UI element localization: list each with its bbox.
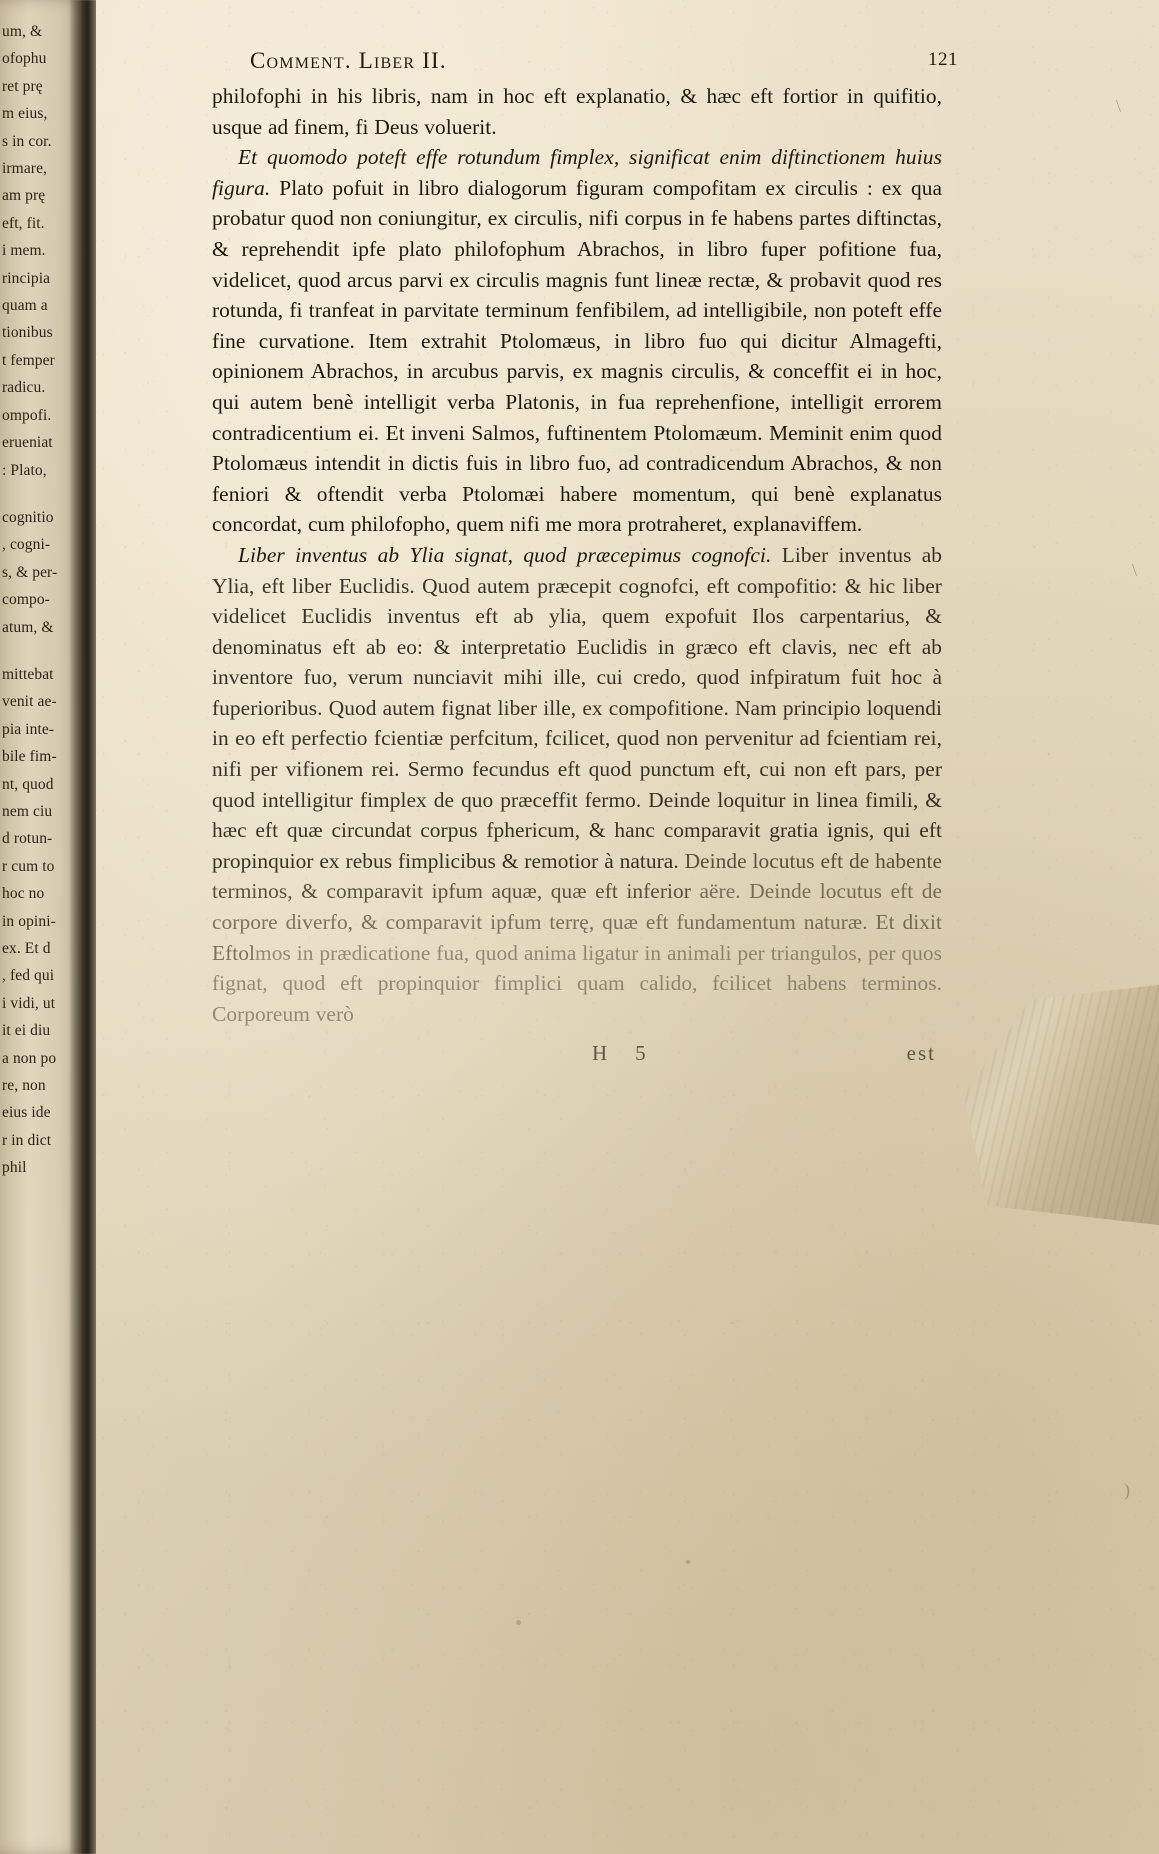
left-fragment-line: r cum to (2, 857, 55, 875)
left-fragment-line: cognitio (2, 508, 54, 526)
left-fragment-line: a non po (2, 1049, 57, 1067)
left-fragment-line: phil (2, 1159, 27, 1177)
body-run (212, 543, 942, 1026)
page-textblock (212, 48, 958, 1066)
paragraph-3 (212, 540, 942, 1030)
running-head (212, 48, 958, 74)
paragraph-2 (212, 142, 942, 540)
torn-corner-flap (964, 985, 1159, 1225)
body-run: Plato pofuit in libro dialogorum figuram compofitam ex circulis : ex qua probatur quod non coniungitur, ex circulis, nifi corpus in fe habens partes diftinctas, & reprehendit ipfe plato philofophum Abrachos, in libro fuper pofitione fua, videlicet, quod arcus parvi ex circulis magnis funt lineæ rectæ, & probavit quod res rotunda, fi tranfeat in parvitate terminum fenfibilem, ad intelligibile, non poteft effe fine curvatione. Item extrahit Ptolomæus, in libro fuo qui dicitur Almagefti, opinionem Abrachos, in arcubus parvis, ex magnis circulis, & conceffit ei in hoc, qui autem benè intelligit verba Platonis, in fua reprehenfione, intelligit errorem contradicentium ei. Et inveni Salmos, fuftinentem Ptolomæum. Meminit enim quod Ptolomæus intendit in dictis fuis in libro fuo, ad contradicendum Abrachos, & non feniori & oftendit verba Ptolomæi habere momentum, qui benè explanatus concordat, cum philofopho, quem nifi me mora protraheret, explanaviffem. (212, 175, 942, 537)
left-fragment-line: re, non (2, 1077, 46, 1095)
left-fragment-line: mittebat (2, 665, 54, 683)
stray-mark-3: ) (1124, 1480, 1130, 1500)
left-fragment-line: m eius, (2, 105, 48, 123)
stray-mark-1: \ (1116, 96, 1122, 116)
left-fragment-line: atum, & (2, 618, 54, 636)
left-fragment-line: r in dict (2, 1131, 52, 1149)
left-fragment-line: rincipia (2, 269, 51, 287)
left-fragment-line: ex. Et d (2, 940, 51, 957)
left-fragment-line: it ei diu (2, 1022, 51, 1040)
left-fragment-line: nem ciu (2, 802, 53, 820)
left-fragment-line: um, & (2, 23, 43, 40)
left-page-text (0, 18, 76, 1182)
left-fragment-line: am prę (2, 187, 46, 205)
left-fragment-line: , cogni- (2, 536, 51, 554)
signature-number: 5 (635, 1041, 648, 1066)
left-fragment-line (2, 484, 76, 504)
left-fragment-line: hoc no (2, 885, 45, 903)
left-fragment-line: s, & per- (2, 563, 58, 581)
left-fragment-line: eius ide (2, 1104, 51, 1122)
left-fragment-line: radicu. (2, 379, 46, 397)
section-heading-italic: Liber inventus ab Ylia signat, quod præcepimus cognofci. (238, 542, 772, 567)
faded-text-run: Deinde locutus eft de habente terminos, & comparavit ipfum aquæ, quæ eft inferior (212, 848, 942, 904)
left-fragment-line: i vidi, ut (2, 994, 56, 1012)
left-fragment-line: d rotun- (2, 830, 53, 848)
left-fragment-line: compo- (2, 591, 50, 609)
left-fragment-line: irmare, (2, 160, 48, 178)
left-fragment-line: eft, fit. (2, 214, 45, 232)
paper-speck-1 (516, 1620, 521, 1625)
running-head-text: Comment. Liber II. (250, 48, 447, 73)
catchword: est (906, 1041, 936, 1066)
left-fragment-line: in opini- (2, 912, 56, 930)
left-fragment-line: bile fim- (2, 748, 57, 766)
left-fragment-line: pia inte- (2, 720, 55, 738)
signature-letter: H (592, 1041, 610, 1066)
folio-number: 121 (928, 49, 958, 70)
left-fragment-line: i mem. (2, 242, 46, 260)
left-fragment-line: s in cor. (2, 132, 52, 150)
left-fragment-line: tionibus (2, 324, 53, 342)
left-fragment-line: ret prę (2, 77, 43, 95)
faded-text-run: aëre. Deinde locutus eft de corpore diverfo, & comparavit ipfum terrę, quæ eft fundamentum naturæ. Et dixit Eftol (212, 879, 943, 965)
stray-mark-2: \ (1132, 560, 1138, 580)
section-heading-italic: Et quomodo poteft effe rotundum fimplex, significat enim diftinctionem huius figura. (212, 145, 942, 200)
left-fragment-line: t femper (2, 351, 55, 369)
left-fragment-line: venit ae- (2, 693, 57, 711)
faded-text-run: Liber inventus ab Ylia, eft liber Euclidis. Quod autem præcepit cognofci, eft compofitio: & hic liber videlicet Euclidis inventus eft ab ylia, quem expofuit Ilos carpentarius, & denominatus eft ab eo: & interpretatio Euclidis in græco eft clavis, nec eft ab inventore fuo, verum nunciavit mihi ille, cui credo, quod infpiratum fuit hoc à fuperioribus. Quod autem fignat liber ille, ex compofitione. Nam principio loquendi in eo eft perfectio fcientiæ perfcitum, fcilicet, quod non pervenitur ad fcientiam rei, nifi per vifionem rei. Sermo fecundus eft quod punctum eft, cui non eft pars, per quod intelligitur fimplex de quo præceffit fermo. Deinde loquitur in linea fimili, & hæc eft quæ circundat corpus fphericum, & hanc comparavit gratia ignis, qui eft propinquior ex rebus fimplicibus & remotior à natura. (212, 542, 943, 873)
left-fragment-line: ompofi. (2, 406, 52, 424)
left-fragment-line: ofophu (2, 50, 47, 68)
left-fragment-line (2, 641, 76, 661)
faded-text-run: mos in prædicatione fua, quod anima ligatur in animali per triangulos, per quos fignat, quod eft propinquior fimplici quam calido, fcilicet habens terminos. Corporeum verò (212, 940, 942, 1026)
signature-line (212, 1041, 942, 1066)
body-run: philofophi in his libris, nam in hoc eft explanatio, & hæc eft fortior in quifitio, usque ad finem, fi Deus voluerit. (212, 84, 942, 139)
left-fragment-line: quam a (2, 297, 48, 315)
left-fragment-line: : Plato, (2, 461, 47, 479)
paper-speck-2 (686, 1560, 690, 1564)
paragraph-1 (212, 81, 942, 142)
left-fragment-line: nt, quod (2, 775, 54, 793)
left-fragment-line: , fed qui (2, 967, 55, 985)
recto-page (96, 0, 1159, 1854)
left-fragment-line: erueniat (2, 434, 53, 452)
